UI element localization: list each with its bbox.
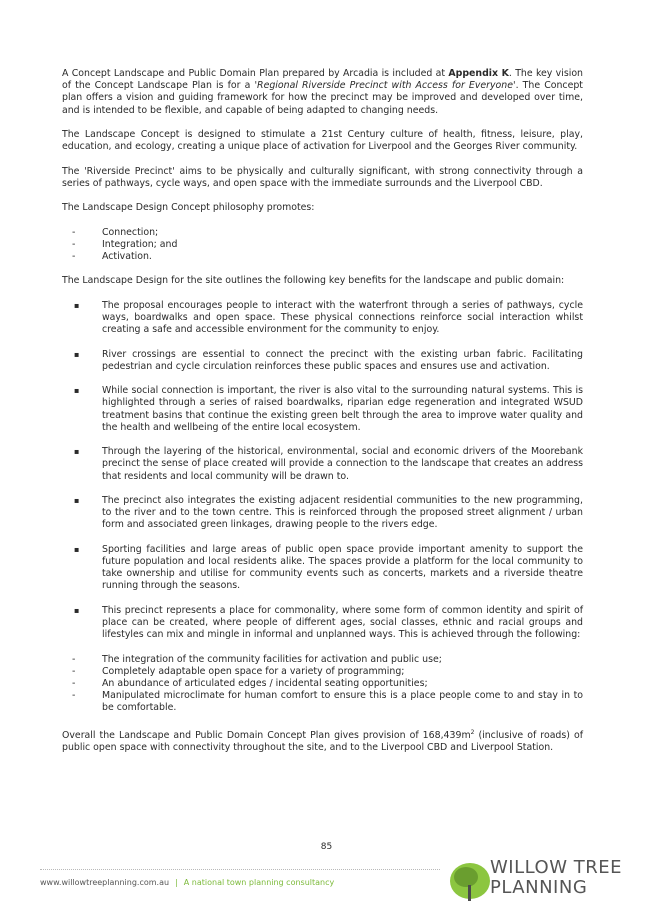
footer-divider [40, 869, 440, 870]
list-item: - Integration; and [62, 239, 583, 251]
benefits-intro: The Landscape Design for the site outlines the following key benefits for the landscape and public domain: [62, 275, 565, 287]
list-item: ▪ Sporting facilities and large areas of public open space provide important amenity to support the future population and local residents alike. The spaces provide a platform for the local community to take ownership and utilise for community events such as concerts, markets and a riverside theatre running through the seasons. [62, 544, 583, 593]
intro-paragraph-1 [62, 68, 583, 117]
list-item: ▪ While social connection is important, the river is also vital to the surrounding natural systems. This is highlighted through a series of raised boardwalks, riparian edge regeneration and integrated WSUD treatment basins that continue the existing green belt through the area to improve water quality and the health and wellbeing of the entire local ecosystem. [62, 385, 583, 434]
intro-text: A Concept Landscape and Public Domain Plan prepared by Arcadia is included at [62, 68, 449, 79]
closing-text: Overall the Landscape and Public Domain Concept Plan gives provision of 168,439m [62, 729, 471, 741]
list-item: ▪ The proposal encourages people to interact with the waterfront through a series of pathways, cycle ways, boardwalks and open space. These physical connections reinforce social interaction whilst creating a safe and accessible environment for the community to enjoy. [62, 300, 583, 337]
intro-text: . The key vision of the Concept Landscape Plan is for a [62, 68, 583, 92]
list-item: ▪ Through the layering of the historical, environmental, social and economic drivers of the Moorebank precinct the sense of place created will provide a connection to the landscape that creates an address that residents and local community will be drawn to. [62, 446, 583, 483]
logo-line-2: PLANNING [490, 877, 588, 898]
list-item: - Completely adaptable open space for a variety of programming; [62, 666, 583, 678]
appendix-reference: Appendix K [448, 68, 509, 79]
logo-line-1: WILLOW TREE [490, 857, 622, 878]
benefits-list [62, 300, 583, 642]
list-item: ▪ This precinct represents a place for commonality, where some form of common identity and spirit of place can be created, where people of different ages, social classes, ethnic and racial groups and lifestyles can mix and mingle in informal and unplanned ways. This is achieved through the following: [62, 605, 583, 642]
list-item: - Connection; [62, 227, 583, 239]
intro-paragraph-2: The Landscape Concept is designed to stimulate a 21st Century culture of health, fitness, leisure, play, education, and ecology, creating a unique place of activation for Liverpool and the Georges River community. [62, 129, 583, 153]
page-number: 85 [320, 842, 333, 852]
list-item: - Manipulated microclimate for human comfort to ensure this is a place people come to and stay in to be comfortable. [62, 690, 583, 714]
area-unit-superscript: 2 [470, 728, 475, 736]
list-item: ▪ The precinct also integrates the existing adjacent residential communities to the new programming, to the river and to the town centre. This is reinforced through the proposed street alignment / urban form and associated green linkages, drawing people to the rivers edge. [62, 495, 583, 532]
logo-wordmark [490, 858, 622, 898]
commonality-list [62, 654, 583, 715]
footer-separator: | [175, 878, 178, 887]
document-body [62, 68, 583, 766]
closing-paragraph [62, 727, 583, 755]
closing-text: (inclusive of roads) of public open space with connectivity throughout the site, and to the Liverpool CBD and Liverpool Station. [62, 729, 584, 754]
vision-quote: 'Regional Riverside Precinct with Access for Everyone' [254, 80, 516, 92]
list-item: - Activation. [62, 251, 583, 263]
list-item: - An abundance of articulated edges / incidental seating opportunities; [62, 678, 583, 690]
list-item: ▪ River crossings are essential to connect the precinct with the existing urban fabric. Facilitating pedestrian and cycle circulation reinforces these public spaces and ensures use and activation. [62, 349, 583, 373]
intro-paragraph-4: The Landscape Design Concept philosophy promotes: [62, 202, 315, 214]
list-item: - The integration of the community facilities for activation and public use; [62, 654, 583, 666]
philosophy-list [62, 227, 583, 264]
footer-website-link[interactable]: www.willowtreeplanning.com.au [40, 878, 170, 887]
footer-tagline: A national town planning consultancy [183, 878, 335, 887]
intro-paragraph-3: The 'Riverside Precinct' aims to be physically and culturally significant, with strong connectivity through a series of pathways, cycle ways, and open space with the immediate surrounds and the Liverpool CBD. [62, 165, 583, 189]
footer [40, 878, 334, 887]
intro-text: . The Concept plan offers a vision and guiding framework for how the precinct may be improved and developed over time, and is intended to be flexible, and capable of being adapted to changing needs. [62, 80, 583, 116]
